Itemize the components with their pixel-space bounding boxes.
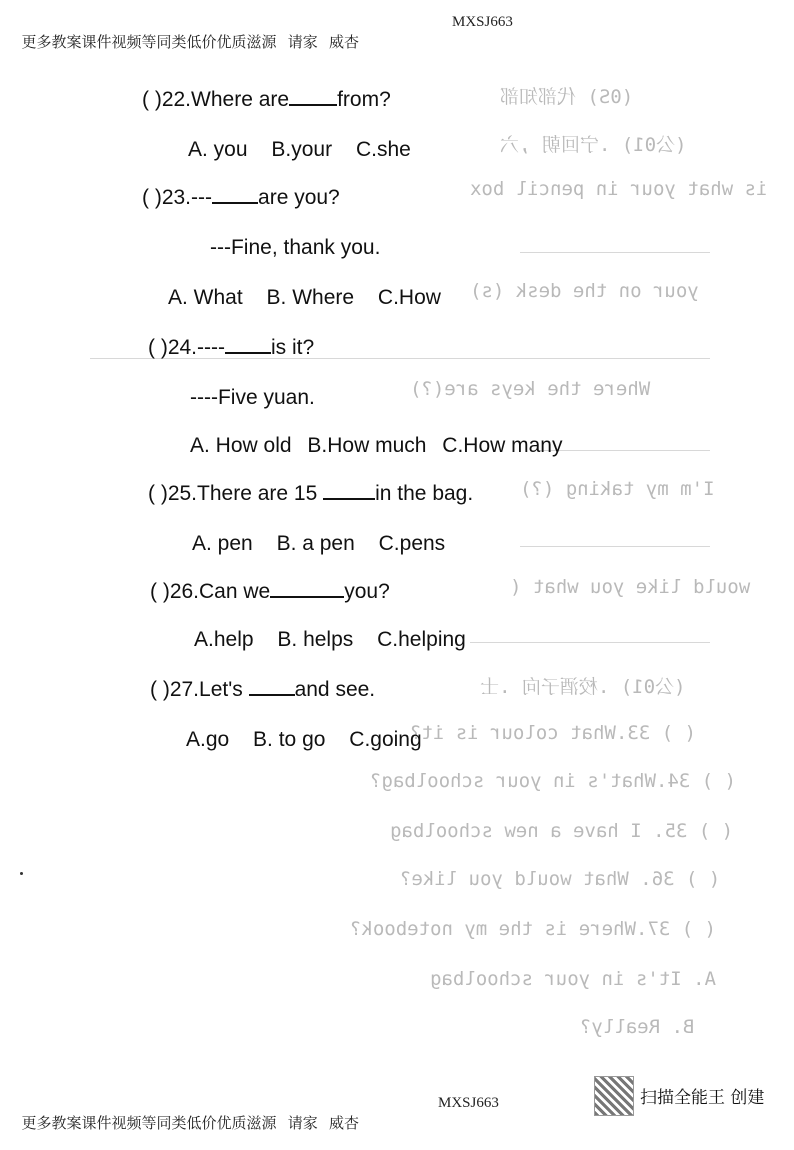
option-a[interactable]: A. you: [188, 138, 248, 161]
option-b[interactable]: B. a pen: [276, 532, 355, 555]
ghost-text: ( ) 35. I have a new schoolbag: [390, 820, 734, 842]
option-c[interactable]: C.How many: [442, 434, 563, 457]
question-stem: 27.Let's: [169, 678, 243, 701]
blank[interactable]: [289, 88, 337, 106]
question-stem: 23.---: [161, 186, 213, 209]
question-stem-end: is it?: [271, 336, 315, 359]
blank[interactable]: [249, 678, 295, 696]
question-stem: 26.Can we: [169, 580, 271, 603]
reply-24: ----Five yuan.: [190, 386, 315, 409]
question-27: [150, 678, 375, 702]
ghost-text: ( ) 37.Where is the my notebook?: [350, 918, 717, 940]
option-b[interactable]: B. to go: [253, 728, 326, 751]
question-22: [142, 88, 391, 112]
ghost-text: Where the keys are(?): [410, 378, 651, 400]
question-stem: 24.----: [167, 336, 225, 359]
option-a[interactable]: A. How old: [190, 434, 292, 457]
ghost-text: (公01) .校酒子向 .士: [480, 676, 686, 698]
question-stem-end: from?: [337, 88, 391, 111]
question-24: [148, 336, 314, 360]
reply-23: ---Fine, thank you.: [210, 236, 381, 259]
option-c[interactable]: C.pens: [378, 532, 446, 555]
question-stem-end: are you?: [258, 186, 340, 209]
option-c[interactable]: C.she: [355, 138, 411, 161]
blank[interactable]: [225, 336, 271, 354]
option-a[interactable]: A.go: [186, 728, 230, 751]
ghost-text: (公01) .宁回朝 ,六: [500, 134, 687, 156]
option-b[interactable]: B.your: [271, 138, 333, 161]
answer-paren[interactable]: ( ): [142, 186, 162, 209]
header-code: MXSJ663: [452, 14, 513, 30]
options-22: [188, 138, 429, 162]
page-footer: [14, 1095, 499, 1150]
option-c[interactable]: C.How: [377, 286, 441, 309]
question-stem: 25.There are 15: [167, 482, 318, 505]
option-c[interactable]: C.helping: [377, 628, 466, 651]
ghost-line: [470, 642, 710, 643]
footer-code: MXSJ663: [438, 1095, 499, 1111]
ghost-line: [520, 252, 710, 253]
options-24: [190, 434, 580, 458]
answer-paren[interactable]: ( ): [150, 678, 170, 701]
ghost-text: ( ) 33.What colour is it?: [410, 722, 696, 744]
option-c[interactable]: C.going: [349, 728, 422, 751]
header-text: 更多教案课件视频等同类低价优质滋源 请家 威杏: [21, 35, 360, 51]
ghost-text: would like you what (: [510, 576, 751, 598]
ghost-text: A. It's in your schoolbag: [430, 968, 716, 990]
option-a[interactable]: A. pen: [192, 532, 253, 555]
question-stem-end: and see.: [294, 678, 376, 701]
option-a[interactable]: A.help: [194, 628, 254, 651]
question-25: [148, 482, 473, 506]
page-header: [14, 14, 513, 69]
options-26: [194, 628, 484, 652]
option-b[interactable]: B. Where: [266, 286, 355, 309]
answer-paren[interactable]: ( ): [142, 88, 162, 111]
question-23: [142, 186, 340, 210]
question-stem: 22.Where are: [161, 88, 290, 111]
footer-text: 更多教案课件视频等同类低价优质滋源 请家 威杏: [21, 1116, 360, 1132]
option-a[interactable]: A. What: [168, 286, 243, 309]
options-25: [192, 532, 463, 556]
ghost-text: ( ) 34.What's in your schoolbag?: [370, 770, 737, 792]
question-26: [150, 580, 390, 604]
answer-paren[interactable]: ( ): [148, 336, 168, 359]
option-b[interactable]: B.How much: [307, 434, 427, 457]
ghost-line: [520, 546, 710, 547]
speck: [20, 872, 23, 875]
ghost-text: B. Really?: [580, 1016, 695, 1038]
ghost-text: (0S) 代部知部: [500, 86, 634, 108]
options-23: [168, 286, 459, 310]
blank[interactable]: [323, 482, 375, 500]
qr-code-icon: [594, 1076, 634, 1116]
options-27: [186, 728, 440, 752]
blank[interactable]: [270, 580, 344, 598]
ghost-text: I'm my taking (?): [520, 478, 715, 500]
ghost-text: ( ) 36. What would you like?: [400, 868, 721, 890]
question-stem-end: in the bag.: [375, 482, 474, 505]
ghost-text: is what your in pencil box: [470, 178, 768, 200]
scanner-label: 扫描全能王 创建: [640, 1088, 765, 1108]
blank[interactable]: [212, 186, 258, 204]
ghost-text: your on the desk (s): [470, 280, 699, 302]
answer-paren[interactable]: ( ): [148, 482, 168, 505]
option-b[interactable]: B. helps: [277, 628, 354, 651]
answer-paren[interactable]: ( ): [150, 580, 170, 603]
question-stem-end: you?: [344, 580, 390, 603]
